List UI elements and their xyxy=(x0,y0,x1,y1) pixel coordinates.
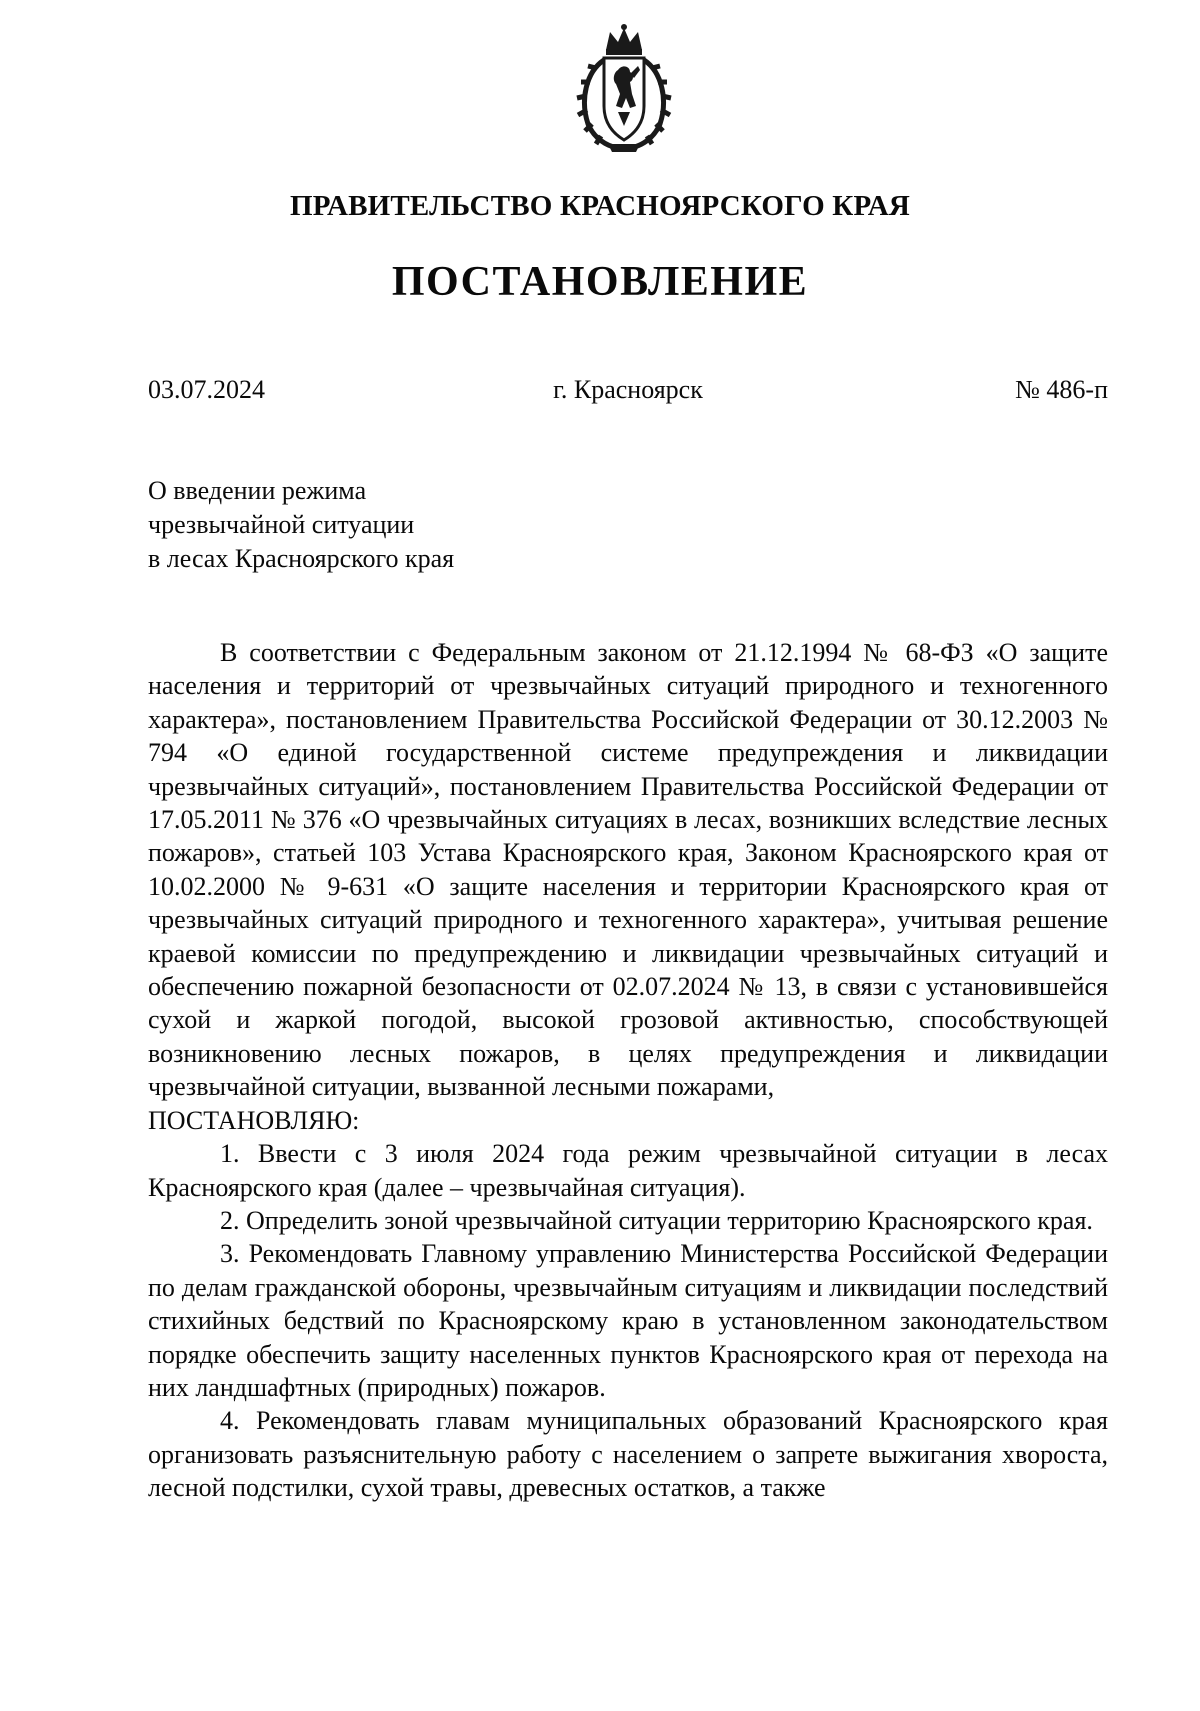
government-title: ПРАВИТЕЛЬСТВО КРАСНОЯРСКОГО КРАЯ xyxy=(289,190,911,222)
document-body xyxy=(148,636,1108,1505)
preamble-paragraph xyxy=(148,636,1108,1137)
coat-of-arms-icon xyxy=(574,22,674,154)
list-item: 2. Определить зоной чрезвычайной ситуации территорию Красноярского края. xyxy=(220,1205,1093,1235)
list-item: 4. Рекомендовать главам муниципальных образований Красноярского края организовать разъяснительную работу с населением о запрете выжигания хвороста, лесной подстилки, сухой травы, древесных остатков, а также xyxy=(148,1406,1108,1503)
document-date: 03.07.2024 xyxy=(148,375,265,404)
document-number: № 486-п xyxy=(1015,375,1108,404)
document-meta xyxy=(148,375,1108,411)
resolve-word: ПОСТАНОВЛЯЮ: xyxy=(148,1105,360,1135)
document-city: г. Красноярск xyxy=(553,375,703,404)
subject-line: О введении режима xyxy=(148,476,367,505)
list-item: 1. Ввести с 3 июля 2024 года режим чрезвычайной ситуации в лесах Красноярского края (далее – чрезвычайная ситуация). xyxy=(148,1139,1108,1202)
subject-line: чрезвычайной ситуации xyxy=(148,510,415,539)
preamble-text: В соответствии с Федеральным законом от 21.12.1994 № 68-ФЗ «О защите населения и территорий от чрезвычайных ситуаций природного и техногенного характера», постановлением Правительства Российской Федерации от 30.12.2003 № 794 «О единой государственной системе предупреждения и ликвидации чрезвычайных ситуаций», постановлением Правительства Российской Федерации от 17.05.2011 № 376 «О чрезвычайных ситуациях в лесах, возникших вследствие лесных пожаров», статьей 103 Устава Красноярского края, Законом Красноярского края от 10.02.2000 № 9-631 «О защите населения и территории Красноярского края от чрезвычайных ситуаций природного и техногенного характера», учитывая решение краевой комиссии по предупреждению и ликвидации чрезвычайных ситуаций и обеспечению пожарной безопасности от 02.07.2024 № 13, в связи с установившейся сухой и жаркой погодой, высокой грозовой активностью, способствующей возникновению лесных пожаров, в целях предупреждения и ликвидации чрезвычайной ситуации, вызванной лесными пожарами, xyxy=(148,638,1108,1102)
document-type-title: ПОСТАНОВЛЕНИЕ xyxy=(391,259,809,305)
list-item: 3. Рекомендовать Главному управлению Министерства Российской Федерации по делам гражданской обороны, чрезвычайным ситуациям и ликвидации последствий стихийных бедствий по Красноярскому краю в установленном законодательством порядке обеспечить защиту населенных пунктов Красноярского края от перехода на них ландшафтных (природных) пожаров. xyxy=(148,1239,1108,1402)
document-subject xyxy=(148,474,454,576)
subject-line: в лесах Красноярского края xyxy=(148,544,455,573)
